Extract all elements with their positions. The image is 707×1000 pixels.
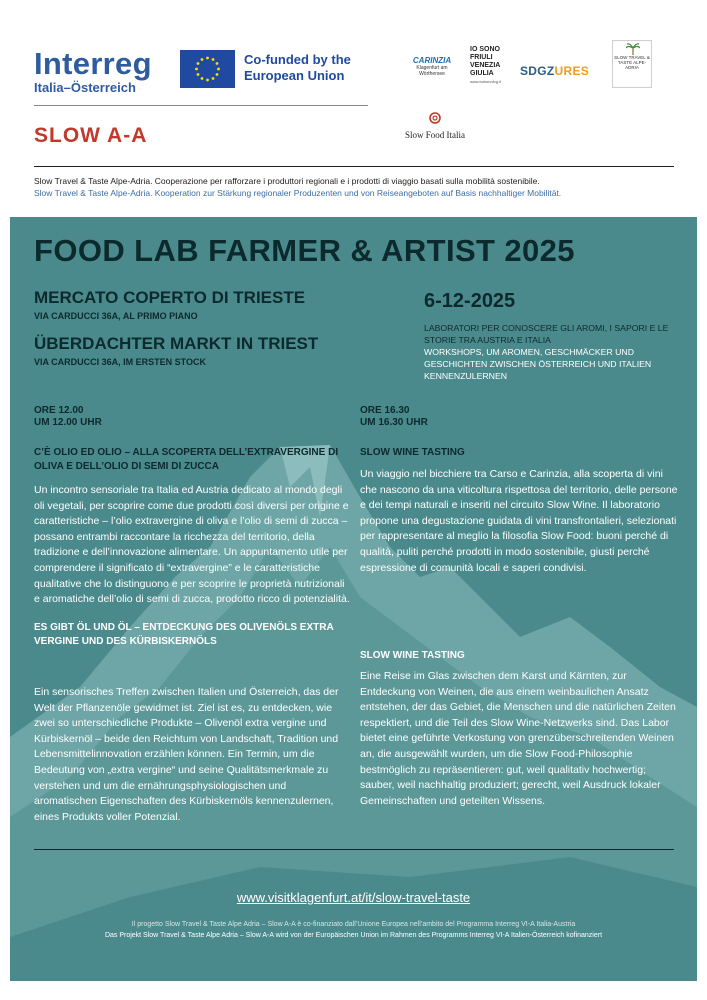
slow-travel-badge	[612, 40, 652, 88]
palm-icon	[626, 43, 640, 55]
address-italian: VIA CARDUCCI 36A, AL PRIMO PIANO	[34, 311, 198, 321]
session-1-time-de: UM 12.00 UHR	[34, 417, 102, 428]
event-panel	[10, 217, 697, 981]
session-1-title-german: ES GIBT ÖL UND ÖL – ENTDECKUNG DES OLIVENÖLS EXTRA VERGINE UND DES KÜRBISKERNÖLS	[34, 622, 334, 647]
event-title: FOOD LAB FARMER & ARTIST 2025	[34, 233, 575, 268]
carinzia-sub: Klagenfurt am Wörthersee	[416, 65, 448, 77]
intro-german: Slow Travel & Taste Alpe-Adria. Kooperation zur Stärkung regionaler Produzenten und von Reiseangeboten auf Basis nachhaltiger Mobilität.	[34, 188, 562, 198]
venue-italian: MERCATO COPERTO DI TRIESTE	[34, 288, 306, 307]
session-2-title-italian: SLOW WINE TASTING	[360, 447, 465, 458]
interreg-region: Italia–Österreich	[34, 80, 136, 95]
sdgzures-logo	[520, 64, 600, 78]
sdg-main: SDGZ	[520, 64, 555, 78]
snail-icon	[428, 112, 442, 124]
fvg-label: IO SONO FRIULI VENEZIA GIULIA	[470, 46, 501, 77]
slow-food-logo	[398, 111, 472, 140]
event-description-german: WORKSHOPS, UM AROMEN, GESCHMÄCKER UND GESCHICHTEN ZWISCHEN ÖSTERREICH UND ITALIEN KENNENZULERNEN	[424, 347, 652, 381]
website-link[interactable]: www.visitklagenfurt.at/it/slow-travel-taste	[236, 890, 471, 905]
carinzia-logo	[404, 56, 460, 77]
interreg-logo	[34, 48, 152, 95]
session-1-text-german: Ein sensorisches Treffen zwischen Italien und Österreich, das der Welt der Pflanzenöle gewidmet ist. Ziel ist es, zu entdecken, wie zwei so unterschiedliche Produkte – Olivenöl extra vergine und Kürbiskernöl – beide den Reichtum von Landschaft, Tradition und Lebensmittelinnovation erzählen können. Ein Termin, um die Bedeutung von „extra vergine“ und seine Qualitätsmerkmale zu verstehen und um die ernährungsphysiologischen und aromatischen Eigenschaften des Kürbiskernöls kennenzulernen, eines Produkts voller Potenzial.	[34, 686, 339, 823]
header-divider	[34, 105, 368, 106]
intro-italian: Slow Travel & Taste Alpe-Adria. Cooperazione per rafforzare i produttori regionali e i prodotti di viaggio basati sulla mobilità sostenibile.	[34, 176, 540, 186]
project-name: SLOW A-A	[34, 124, 148, 147]
session-1-time	[34, 405, 102, 429]
session-1-time-it: ORE 12.00	[34, 405, 84, 416]
fvg-logo	[470, 46, 520, 84]
slow-travel-badge-label: SLOW TRAVEL & TASTE ALPE-ADRIA	[614, 55, 650, 70]
footer-divider	[34, 849, 674, 850]
eu-flag-icon	[180, 50, 235, 88]
footer-note-italian: Il progetto Slow Travel & Taste Alpe Adria – Slow A-A è co-finanziato dall’Unione Europea nell’ambito del Programma Interreg VI-A Italia-Austria	[131, 921, 576, 928]
event-description-italian: LABORATORI PER CONOSCERE GLI AROMI, I SAPORI E LE STORIE TRA AUSTRIA E ITALIA	[424, 323, 669, 345]
session-2-time-it: ORE 16.30	[360, 405, 410, 416]
session-2-text-italian: Un viaggio nel bicchiere tra Carso e Carinzia, alla scoperta di vini che nascono da una viticoltura rispettosa del territorio, delle persone e dei tempi naturali e inseriti nel circuito Slow Wine. Il laboratorio propone una degustazione guidata di vini transfrontalieri, selezionati per rappresentare al meglio la filosofia Slow Food: buoni perché di qualità, puliti perché prodotti in modo sostenibile, giusti perché espressione di comunità locali e saperi condivisi.	[360, 468, 678, 574]
session-1-text-italian: Un incontro sensoriale tra Italia ed Austria dedicato al mondo degli oli vegetali, per scoprire come due prodotti così diversi per origine e caratteristiche – l’olio extravergine di oliva e l’olio di semi di zucca – possano entrambi raccontare la ricchezza del territorio, della tradizione e dell’innovazione alimentare. Un appuntamento utile per comprendere il significato di “extravergine” e le caratteristiche qualitative che lo distinguono e per scoprire le proprietà nutrizionali e aromatiche dell’olio di semi di zucca, prodotto ricco di potenzialità.	[34, 484, 350, 606]
interreg-wordmark: Interreg	[34, 46, 152, 81]
session-2-text-german: Eine Reise im Glas zwischen dem Karst und Kärnten, zur Entdeckung von Weinen, die aus einem weinbaulichen Ansatz entstehen, der das Gebiet, die Menschen und die natürlichen Zeiten respektiert, und die Teil des Slow Wine-Netzwerks sind. Das Labor bietet eine geführte Verkostung von grenzüberschreitenden Weinen an, die ausgewählt wurden, um die Slow Food-Philosophie bestmöglich zu repräsentieren: gut, weil qualitativ hochwertig; sauber, weil nachhaltig produziert; gerecht, weil Ausdruck lokaler Gemeinschaften und geteilten Wissens.	[360, 670, 676, 807]
fvg-sub: www.turismofvg.it	[470, 79, 502, 84]
address-german: VIA CARDUCCI 36A, IM ERSTEN STOCK	[34, 357, 207, 367]
session-1-title-italian: C’È OLIO ED OLIO – ALLA SCOPERTA DELL’EXTRAVERGINE DI OLIVA E DELL’OLIO DI SEMI DI ZUCCA	[34, 447, 339, 472]
venue-german: ÜBERDACHTER MARKT IN TRIEST	[34, 334, 319, 353]
session-2-time-de: UM 16.30 UHR	[360, 417, 428, 428]
session-2-time	[360, 405, 428, 429]
intro-divider	[34, 166, 674, 167]
event-date: 6-12-2025	[424, 290, 516, 312]
footer-note-german: Das Projekt Slow Travel & Taste Alpe Adria – Slow A-A wird von der Europäischen Union im Rahmen des Programms Interreg VI-A Italien-Österreich kofinanziert	[104, 932, 603, 939]
carinzia-label: CARINZIA	[412, 56, 452, 65]
session-2-title-german: SLOW WINE TASTING	[360, 650, 465, 661]
slow-food-label: Slow Food Italia	[405, 130, 465, 140]
sdg-accent: URES	[554, 64, 590, 78]
eu-cofunded-label: Co-funded by the European Union	[244, 52, 351, 83]
